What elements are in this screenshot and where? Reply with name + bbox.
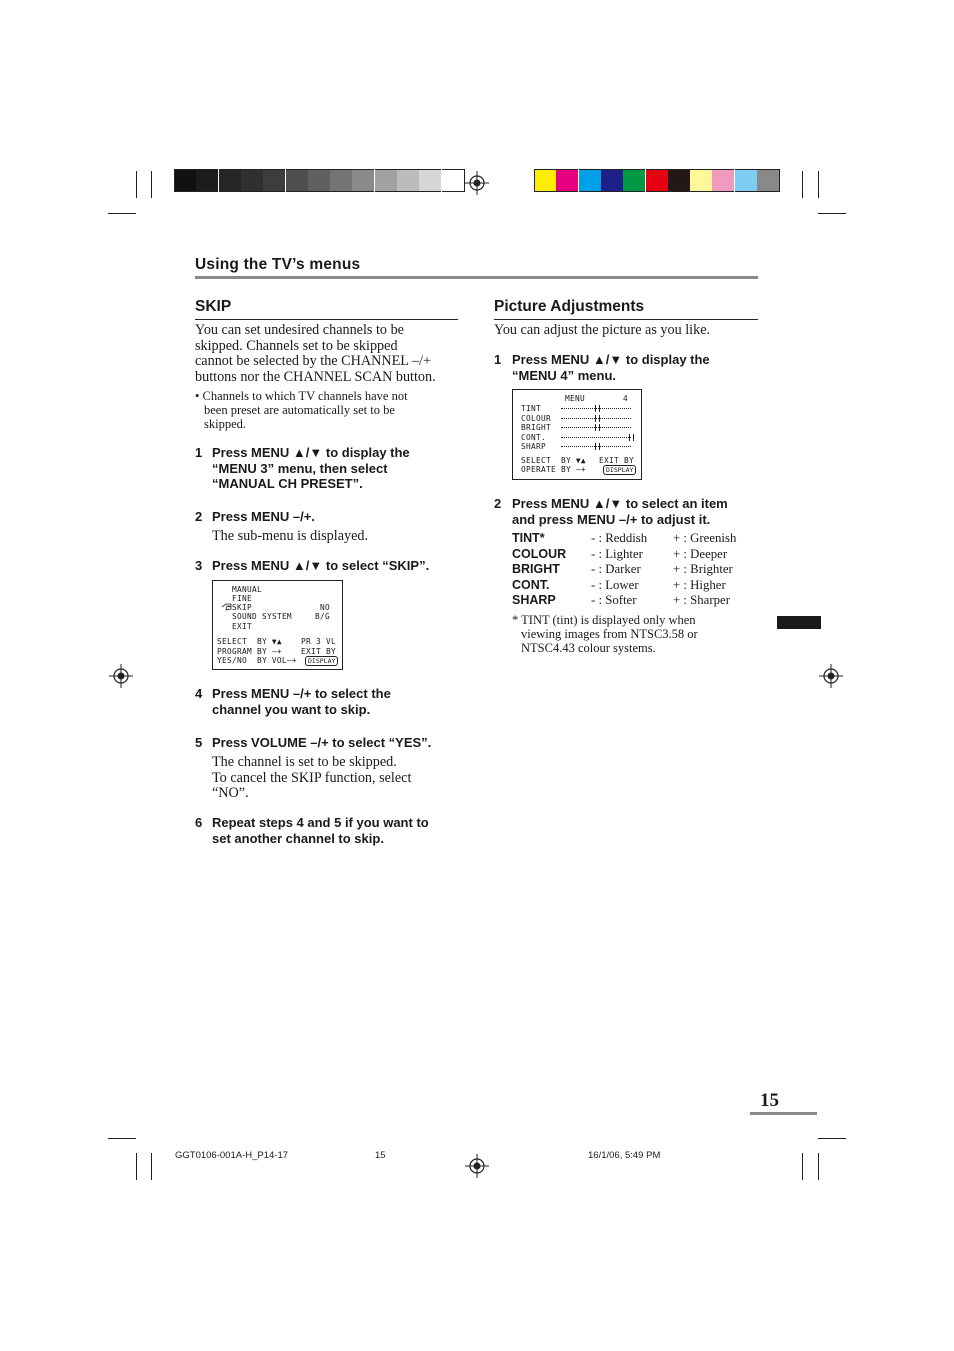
color-swatch — [690, 169, 712, 192]
osd-line: SELECT BY ▼▲ — [217, 637, 282, 646]
gray-swatch — [442, 169, 465, 192]
adjust-minus-effect: - : Lower — [591, 577, 639, 592]
registration-target-icon — [819, 664, 843, 688]
osd-line: YES/NO BY VOL–+ — [217, 656, 297, 665]
osd-item-label: CONT. — [521, 432, 546, 442]
step-number: 1 — [195, 445, 203, 460]
gray-swatch — [375, 169, 397, 192]
color-swatch — [712, 169, 734, 192]
skip-note-line: been preset are automatically set to be — [204, 403, 395, 417]
picture-title: Picture Adjustments — [494, 298, 645, 315]
step-line: “MENU 4” menu. — [512, 367, 617, 383]
adjust-minus-effect: - : Reddish — [591, 531, 648, 545]
skip-intro-line: You can set undesired channels to be — [195, 322, 404, 338]
osd-line: SELECT BY ▼▲ — [521, 456, 586, 465]
osd-slider-marker — [595, 443, 600, 450]
color-swatch — [668, 169, 690, 192]
color-swatch — [757, 169, 780, 192]
osd-line: PR 3 VL — [301, 637, 336, 646]
color-swatch — [534, 169, 557, 192]
step-sub-line: To cancel the SKIP function, select — [212, 769, 412, 786]
skip-intro — [195, 323, 460, 385]
adjust-plus-effect: + : Deeper — [673, 546, 728, 561]
adjust-minus-effect: - : Lighter — [591, 546, 643, 561]
skip-osd-menu — [212, 580, 343, 670]
gray-swatch — [219, 169, 241, 192]
color-swatch — [579, 169, 601, 192]
color-swatch — [735, 169, 757, 192]
gray-swatch — [196, 169, 218, 192]
skip-step-4 — [212, 686, 391, 717]
adjust-minus-effect: - : Softer — [591, 593, 637, 607]
skip-title-rule — [195, 319, 458, 320]
skip-step-5: Press VOLUME –/+ to select “YES”. — [212, 735, 432, 750]
osd-line: MANUAL — [232, 585, 262, 594]
osd-line: FINE — [232, 594, 252, 603]
gray-swatch — [419, 169, 441, 192]
gray-swatch — [286, 169, 308, 192]
osd-line: B/G — [315, 612, 330, 621]
step-line: set another channel to skip. — [212, 830, 384, 846]
osd-item-label: BRIGHT — [521, 423, 551, 432]
osd-slider-marker — [595, 405, 600, 412]
skip-step-2-sub: The sub-menu is displayed. — [212, 528, 369, 544]
gray-swatch — [174, 169, 197, 192]
osd-line: NO — [320, 603, 330, 612]
picture-intro: You can adjust the picture as you like. — [494, 322, 711, 338]
osd-item-label: SHARP — [521, 442, 546, 451]
page-number-rule — [750, 1112, 817, 1115]
osd-slider-marker — [595, 415, 600, 422]
color-swatch — [646, 169, 668, 192]
osd-slider-marker — [629, 434, 634, 441]
footnote-line: viewing images from NTSC3.58 or — [521, 627, 698, 641]
adjust-item-name: COLOUR — [512, 546, 567, 561]
skip-step-1 — [212, 445, 410, 492]
adjust-plus-effect: + : Higher — [673, 577, 726, 592]
picture-title-rule — [494, 319, 758, 320]
osd-line: 4 — [623, 394, 628, 403]
skip-intro-line: cannot be selected by the CHANNEL –/+ — [195, 353, 431, 370]
osd-slider-track — [561, 437, 631, 438]
color-swatch — [556, 169, 578, 192]
registration-target-icon — [465, 171, 489, 195]
adjust-plus-effect: + : Brighter — [673, 562, 733, 576]
osd-line: SOUND SYSTEM — [232, 612, 292, 621]
step-number: 1 — [494, 352, 502, 367]
step-sub-line: “NO”. — [212, 785, 249, 802]
osd-slider-marker — [595, 424, 600, 431]
skip-step-6 — [212, 815, 429, 846]
gray-swatch — [308, 169, 330, 192]
skip-step-2: Press MENU –/+. — [212, 509, 315, 524]
footnote-line: * TINT (tint) is displayed only when — [512, 613, 696, 627]
gray-swatch — [352, 169, 374, 192]
gray-swatch — [330, 169, 352, 192]
osd-item-label: COLOUR — [521, 413, 551, 423]
step-line: Press MENU ▲/▼ to select an item — [512, 496, 728, 511]
header-rule — [195, 276, 758, 279]
section-header: Using the TV’s menus — [195, 256, 361, 273]
footer-date: 16/1/06, 5:49 PM — [588, 1150, 661, 1161]
step-line: “MENU 3” menu, then select — [212, 460, 388, 476]
adjust-item-name: CONT. — [512, 577, 550, 592]
color-swatch — [601, 169, 623, 192]
step-line: Press MENU ▲/▼ to display the — [512, 352, 710, 367]
step-number: 2 — [494, 496, 502, 511]
adjust-minus-effect: - : Darker — [591, 562, 641, 576]
step-number: 4 — [195, 686, 203, 701]
osd-line: EXIT — [232, 622, 252, 631]
skip-note-line: • Channels to which TV channels have not — [195, 389, 408, 403]
step-sub-line: The channel is set to be skipped. — [212, 754, 397, 770]
skip-intro-line: skipped. Channels set to be skipped — [195, 337, 398, 354]
skip-note — [195, 389, 460, 431]
gray-swatch — [397, 169, 419, 192]
skip-step-3: Press MENU ▲/▼ to select “SKIP”. — [212, 558, 430, 573]
page-number: 15 — [760, 1090, 779, 1111]
footer-filename: GGT0106-001A-H_P14-17 — [175, 1150, 289, 1161]
skip-intro-line: buttons nor the CHANNEL SCAN button. — [195, 368, 436, 385]
registration-target-icon — [465, 1154, 489, 1178]
gray-swatch — [263, 169, 285, 192]
step-number: 3 — [195, 558, 203, 573]
step-number: 6 — [195, 815, 203, 830]
osd-item-label: TINT — [521, 404, 541, 413]
picture-step-2 — [512, 496, 728, 527]
step-line: Press MENU –/+ to select the — [212, 686, 391, 701]
osd-line: PROGRAM BY –+ — [217, 647, 282, 656]
display-button-label: DISPLAY — [603, 465, 636, 475]
osd-line: MENU — [565, 394, 585, 403]
osd-line: EXIT BY — [599, 456, 634, 465]
adjust-plus-effect: + : Sharper — [673, 593, 730, 607]
tint-footnote — [512, 613, 752, 655]
menu4-osd — [512, 389, 642, 480]
osd-line: SKIP — [232, 603, 252, 612]
skip-title: SKIP — [195, 298, 232, 315]
osd-line: OPERATE BY –+ — [521, 465, 586, 474]
footer-page: 15 — [375, 1150, 386, 1161]
skip-step-5-sub — [212, 755, 411, 802]
adjust-item-name: TINT* — [512, 531, 545, 545]
step-line: Repeat steps 4 and 5 if you want to — [212, 815, 429, 830]
step-line: Press MENU ▲/▼ to display the — [212, 445, 410, 460]
adjust-item-name: BRIGHT — [512, 562, 560, 576]
display-button-label: DISPLAY — [305, 656, 338, 666]
registration-target-icon — [109, 664, 133, 688]
adjust-plus-effect: + : Greenish — [673, 531, 737, 545]
step-line: and press MENU –/+ to adjust it. — [512, 511, 711, 527]
step-line: “MANUAL CH PRESET”. — [212, 476, 363, 491]
pointer-hand-icon — [221, 603, 232, 611]
step-line: channel you want to skip. — [212, 701, 371, 717]
footnote-line: NTSC4.43 colour systems. — [521, 641, 656, 655]
step-number: 2 — [195, 509, 203, 524]
skip-note-line: skipped. — [204, 417, 247, 431]
gray-swatch — [241, 169, 263, 192]
section-thumb-tab — [777, 616, 821, 629]
osd-line: EXIT BY — [301, 647, 336, 656]
step-number: 5 — [195, 735, 203, 750]
adjust-item-name: SHARP — [512, 593, 556, 607]
color-swatch — [623, 169, 645, 192]
picture-step-1 — [512, 352, 710, 383]
